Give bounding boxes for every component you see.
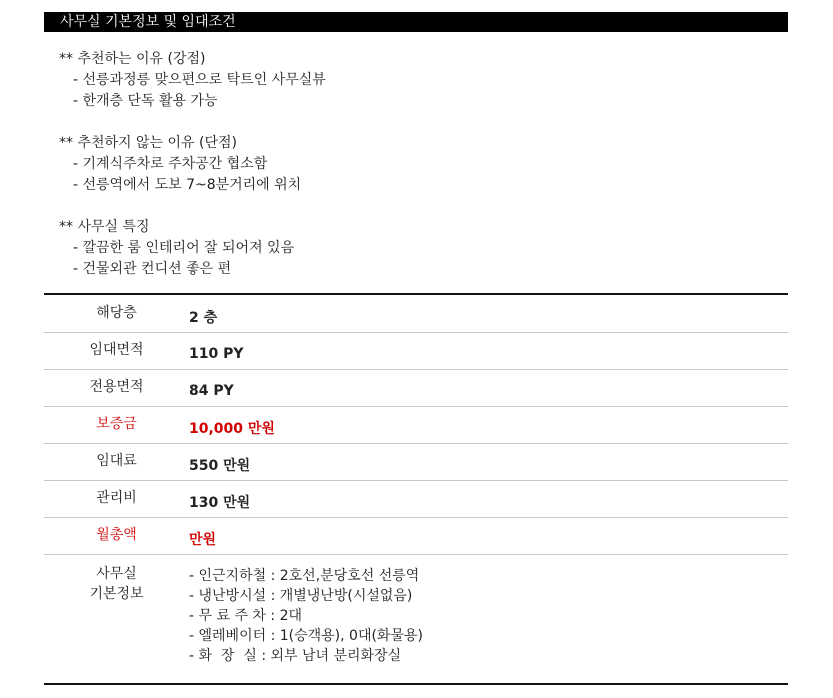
list-item: - 선릉역에서 도보 7~8분거리에 위치 <box>73 177 302 193</box>
features-group <box>59 217 779 280</box>
list-item: - 한개층 단독 활용 가능 <box>73 93 218 109</box>
row-label: 보증금 <box>96 416 137 432</box>
row-value: 2 층 <box>189 310 218 326</box>
list-item: - 기계식주차로 주차공간 협소함 <box>73 156 268 172</box>
table-row-exclusive-area <box>44 370 788 407</box>
recommendation-notes <box>59 49 779 301</box>
row-label: 관리비 <box>96 490 137 506</box>
row-value: 550 만원 <box>189 458 251 474</box>
row-value: 84 PY <box>189 383 234 399</box>
row-label: 전용면적 <box>89 379 144 395</box>
row-value: 110 PY <box>189 346 244 362</box>
strengths-title: ** 추천하는 이유 (강점) <box>59 51 206 67</box>
row-value: 10,000 만원 <box>189 421 275 437</box>
features-title: ** 사무실 특징 <box>59 219 150 235</box>
basic-info-details <box>189 555 423 675</box>
table-row-basic-info <box>44 555 788 675</box>
table-row-rent <box>44 444 788 481</box>
table-bottom-rule <box>44 683 788 685</box>
row-label: 임대료 <box>96 453 137 469</box>
section-header <box>44 12 788 32</box>
basic-info-label-line: 사무실 <box>96 566 137 582</box>
table-row-lease-area <box>44 333 788 370</box>
row-value: 130 만원 <box>189 495 251 511</box>
weaknesses-group <box>59 133 779 196</box>
row-label: 월총액 <box>96 527 137 543</box>
strengths-group <box>59 49 779 112</box>
detail-line: - 화 장 실 : 외부 남녀 분리화장실 <box>189 648 402 664</box>
row-value: 만원 <box>189 532 217 548</box>
weaknesses-title: ** 추천하지 않는 이유 (단점) <box>59 135 237 151</box>
lease-terms-table <box>44 296 788 675</box>
basic-info-label <box>44 555 189 675</box>
row-label: 해당층 <box>96 305 137 321</box>
section-title: 사무실 기본정보 및 임대조건 <box>60 14 236 30</box>
table-row-floor <box>44 296 788 333</box>
table-row-deposit <box>44 407 788 444</box>
list-item: - 선릉과정릉 맞으편으로 탁트인 사무실뷰 <box>73 72 326 88</box>
table-row-monthly-total <box>44 518 788 555</box>
list-item: - 깔끔한 룸 인테리어 잘 되어져 있음 <box>73 240 295 256</box>
detail-line: - 냉난방시설 : 개별냉난방(시설없음) <box>189 588 413 604</box>
list-item: - 건물외관 컨디션 좋은 편 <box>73 261 232 277</box>
detail-line: - 엘레베이터 : 1(승객용), 0대(화물용) <box>189 628 423 644</box>
table-top-rule <box>44 293 788 295</box>
row-label: 임대면적 <box>89 342 144 358</box>
basic-info-label-line: 기본정보 <box>89 586 144 602</box>
detail-line: - 무 료 주 차 : 2대 <box>189 608 302 624</box>
detail-line: - 인근지하철 : 2호선,분당호선 선릉역 <box>189 568 420 584</box>
table-row-maintenance-fee <box>44 481 788 518</box>
